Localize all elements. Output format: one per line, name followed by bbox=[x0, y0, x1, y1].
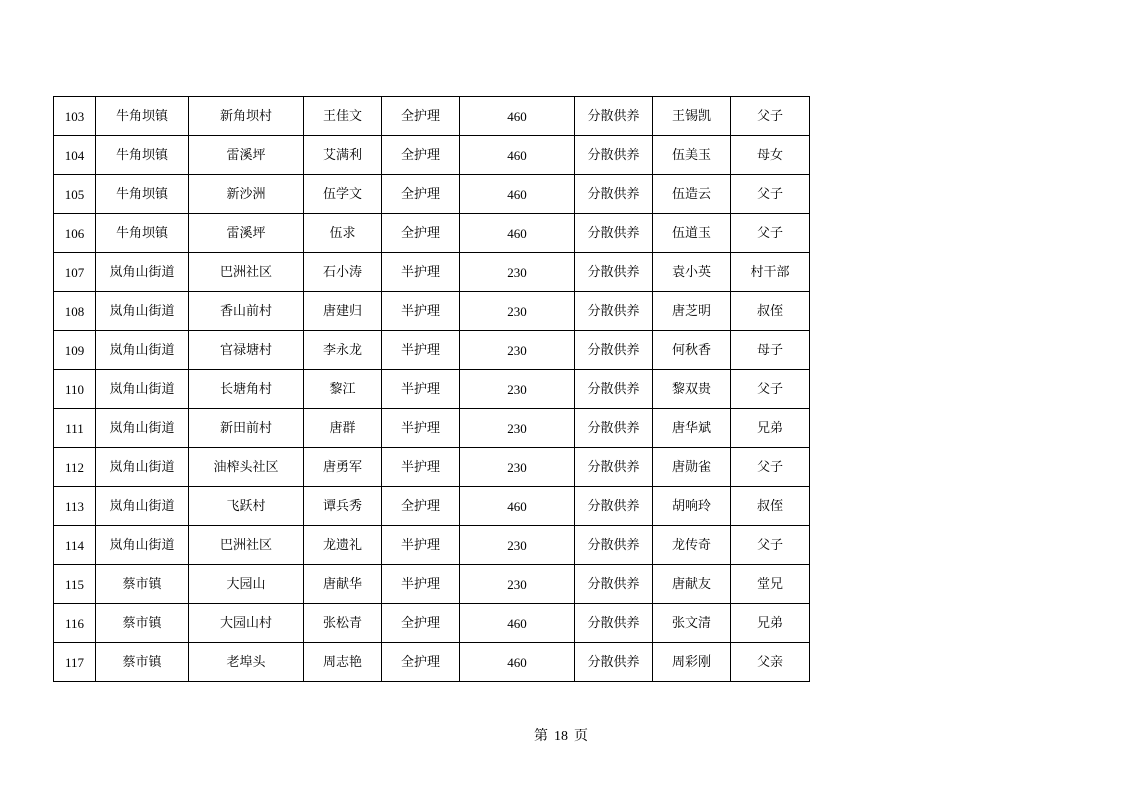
town-cell: 牛角坝镇 bbox=[96, 175, 189, 214]
care-level-cell: 半护理 bbox=[382, 409, 460, 448]
guardian-cell: 龙传奇 bbox=[653, 526, 731, 565]
village-cell: 巴洲社区 bbox=[189, 253, 304, 292]
table-row bbox=[54, 292, 810, 331]
name-cell: 李永龙 bbox=[304, 331, 382, 370]
row-index-cell: 111 bbox=[54, 409, 96, 448]
town-cell: 蔡市镇 bbox=[96, 604, 189, 643]
name-cell: 张松青 bbox=[304, 604, 382, 643]
page-label-suffix: 页 bbox=[574, 728, 588, 744]
amount-cell: 460 bbox=[460, 136, 575, 175]
records-table bbox=[53, 96, 810, 682]
village-cell: 雷溪坪 bbox=[189, 136, 304, 175]
table-row bbox=[54, 175, 810, 214]
table-row bbox=[54, 214, 810, 253]
name-cell: 黎江 bbox=[304, 370, 382, 409]
name-cell: 唐献华 bbox=[304, 565, 382, 604]
support-type-cell: 分散供养 bbox=[575, 97, 653, 136]
town-cell: 牛角坝镇 bbox=[96, 214, 189, 253]
village-cell: 香山前村 bbox=[189, 292, 304, 331]
relation-cell: 兄弟 bbox=[731, 604, 810, 643]
table-row bbox=[54, 409, 810, 448]
table-row bbox=[54, 565, 810, 604]
amount-cell: 460 bbox=[460, 97, 575, 136]
amount-cell: 230 bbox=[460, 565, 575, 604]
row-index-cell: 105 bbox=[54, 175, 96, 214]
amount-cell: 230 bbox=[460, 409, 575, 448]
care-level-cell: 半护理 bbox=[382, 292, 460, 331]
row-index-cell: 117 bbox=[54, 643, 96, 682]
row-index-cell: 112 bbox=[54, 448, 96, 487]
guardian-cell: 唐勋雀 bbox=[653, 448, 731, 487]
guardian-cell: 伍道玉 bbox=[653, 214, 731, 253]
village-cell: 新田前村 bbox=[189, 409, 304, 448]
guardian-cell: 张文清 bbox=[653, 604, 731, 643]
table-row bbox=[54, 487, 810, 526]
relation-cell: 父子 bbox=[731, 97, 810, 136]
care-level-cell: 半护理 bbox=[382, 448, 460, 487]
guardian-cell: 胡响玲 bbox=[653, 487, 731, 526]
relation-cell: 父子 bbox=[731, 526, 810, 565]
village-cell: 雷溪坪 bbox=[189, 214, 304, 253]
town-cell: 蔡市镇 bbox=[96, 565, 189, 604]
town-cell: 岚角山街道 bbox=[96, 370, 189, 409]
relation-cell: 堂兄 bbox=[731, 565, 810, 604]
amount-cell: 230 bbox=[460, 448, 575, 487]
town-cell: 岚角山街道 bbox=[96, 487, 189, 526]
amount-cell: 460 bbox=[460, 604, 575, 643]
guardian-cell: 唐华斌 bbox=[653, 409, 731, 448]
amount-cell: 460 bbox=[460, 214, 575, 253]
village-cell: 官禄塘村 bbox=[189, 331, 304, 370]
amount-cell: 460 bbox=[460, 643, 575, 682]
relation-cell: 叔侄 bbox=[731, 292, 810, 331]
care-level-cell: 半护理 bbox=[382, 253, 460, 292]
relation-cell: 村干部 bbox=[731, 253, 810, 292]
name-cell: 唐勇军 bbox=[304, 448, 382, 487]
relation-cell: 父子 bbox=[731, 448, 810, 487]
care-level-cell: 半护理 bbox=[382, 565, 460, 604]
guardian-cell: 王锡凯 bbox=[653, 97, 731, 136]
guardian-cell: 伍造云 bbox=[653, 175, 731, 214]
village-cell: 飞跃村 bbox=[189, 487, 304, 526]
row-index-cell: 115 bbox=[54, 565, 96, 604]
table-row bbox=[54, 643, 810, 682]
care-level-cell: 半护理 bbox=[382, 370, 460, 409]
town-cell: 岚角山街道 bbox=[96, 331, 189, 370]
town-cell: 牛角坝镇 bbox=[96, 136, 189, 175]
row-index-cell: 110 bbox=[54, 370, 96, 409]
guardian-cell: 唐献友 bbox=[653, 565, 731, 604]
amount-cell: 460 bbox=[460, 487, 575, 526]
relation-cell: 叔侄 bbox=[731, 487, 810, 526]
care-level-cell: 全护理 bbox=[382, 604, 460, 643]
name-cell: 王佳文 bbox=[304, 97, 382, 136]
amount-cell: 230 bbox=[460, 253, 575, 292]
guardian-cell: 伍美玉 bbox=[653, 136, 731, 175]
table-row bbox=[54, 604, 810, 643]
town-cell: 牛角坝镇 bbox=[96, 97, 189, 136]
row-index-cell: 109 bbox=[54, 331, 96, 370]
town-cell: 蔡市镇 bbox=[96, 643, 189, 682]
support-type-cell: 分散供养 bbox=[575, 409, 653, 448]
name-cell: 石小涛 bbox=[304, 253, 382, 292]
support-type-cell: 分散供养 bbox=[575, 604, 653, 643]
page-label-prefix: 第 bbox=[534, 728, 548, 744]
table-row bbox=[54, 331, 810, 370]
support-type-cell: 分散供养 bbox=[575, 526, 653, 565]
table-row bbox=[54, 448, 810, 487]
village-cell: 老埠头 bbox=[189, 643, 304, 682]
town-cell: 岚角山街道 bbox=[96, 292, 189, 331]
support-type-cell: 分散供养 bbox=[575, 292, 653, 331]
support-type-cell: 分散供养 bbox=[575, 136, 653, 175]
row-index-cell: 107 bbox=[54, 253, 96, 292]
relation-cell: 父子 bbox=[731, 370, 810, 409]
guardian-cell: 何秋香 bbox=[653, 331, 731, 370]
name-cell: 伍学文 bbox=[304, 175, 382, 214]
name-cell: 谭兵秀 bbox=[304, 487, 382, 526]
support-type-cell: 分散供养 bbox=[575, 214, 653, 253]
relation-cell: 母子 bbox=[731, 331, 810, 370]
town-cell: 岚角山街道 bbox=[96, 448, 189, 487]
care-level-cell: 半护理 bbox=[382, 331, 460, 370]
guardian-cell: 周彩刚 bbox=[653, 643, 731, 682]
row-index-cell: 106 bbox=[54, 214, 96, 253]
village-cell: 油榨头社区 bbox=[189, 448, 304, 487]
village-cell: 大园山村 bbox=[189, 604, 304, 643]
care-level-cell: 全护理 bbox=[382, 214, 460, 253]
support-type-cell: 分散供养 bbox=[575, 643, 653, 682]
table-row bbox=[54, 370, 810, 409]
town-cell: 岚角山街道 bbox=[96, 409, 189, 448]
guardian-cell: 黎双贵 bbox=[653, 370, 731, 409]
name-cell: 唐建归 bbox=[304, 292, 382, 331]
relation-cell: 父子 bbox=[731, 175, 810, 214]
row-index-cell: 113 bbox=[54, 487, 96, 526]
care-level-cell: 全护理 bbox=[382, 175, 460, 214]
row-index-cell: 116 bbox=[54, 604, 96, 643]
village-cell: 新沙洲 bbox=[189, 175, 304, 214]
page-footer bbox=[0, 727, 1122, 746]
amount-cell: 230 bbox=[460, 526, 575, 565]
name-cell: 唐群 bbox=[304, 409, 382, 448]
village-cell: 巴洲社区 bbox=[189, 526, 304, 565]
support-type-cell: 分散供养 bbox=[575, 448, 653, 487]
village-cell: 长塘角村 bbox=[189, 370, 304, 409]
table-row bbox=[54, 136, 810, 175]
support-type-cell: 分散供养 bbox=[575, 331, 653, 370]
care-level-cell: 全护理 bbox=[382, 97, 460, 136]
relation-cell: 母女 bbox=[731, 136, 810, 175]
name-cell: 伍求 bbox=[304, 214, 382, 253]
amount-cell: 460 bbox=[460, 175, 575, 214]
village-cell: 大园山 bbox=[189, 565, 304, 604]
name-cell: 周志艳 bbox=[304, 643, 382, 682]
table-row bbox=[54, 526, 810, 565]
row-index-cell: 104 bbox=[54, 136, 96, 175]
guardian-cell: 袁小英 bbox=[653, 253, 731, 292]
name-cell: 龙遗礼 bbox=[304, 526, 382, 565]
table-row bbox=[54, 253, 810, 292]
name-cell: 艾满利 bbox=[304, 136, 382, 175]
support-type-cell: 分散供养 bbox=[575, 370, 653, 409]
amount-cell: 230 bbox=[460, 331, 575, 370]
relation-cell: 父子 bbox=[731, 214, 810, 253]
guardian-cell: 唐芝明 bbox=[653, 292, 731, 331]
care-level-cell: 半护理 bbox=[382, 526, 460, 565]
row-index-cell: 103 bbox=[54, 97, 96, 136]
relation-cell: 兄弟 bbox=[731, 409, 810, 448]
support-type-cell: 分散供养 bbox=[575, 565, 653, 604]
support-type-cell: 分散供养 bbox=[575, 487, 653, 526]
page-number: 18 bbox=[554, 729, 568, 744]
support-type-cell: 分散供养 bbox=[575, 175, 653, 214]
town-cell: 岚角山街道 bbox=[96, 526, 189, 565]
table-row bbox=[54, 97, 810, 136]
town-cell: 岚角山街道 bbox=[96, 253, 189, 292]
table-body bbox=[54, 97, 810, 682]
village-cell: 新角坝村 bbox=[189, 97, 304, 136]
care-level-cell: 全护理 bbox=[382, 487, 460, 526]
support-type-cell: 分散供养 bbox=[575, 253, 653, 292]
amount-cell: 230 bbox=[460, 370, 575, 409]
amount-cell: 230 bbox=[460, 292, 575, 331]
care-level-cell: 全护理 bbox=[382, 136, 460, 175]
row-index-cell: 108 bbox=[54, 292, 96, 331]
row-index-cell: 114 bbox=[54, 526, 96, 565]
relation-cell: 父亲 bbox=[731, 643, 810, 682]
care-level-cell: 全护理 bbox=[382, 643, 460, 682]
